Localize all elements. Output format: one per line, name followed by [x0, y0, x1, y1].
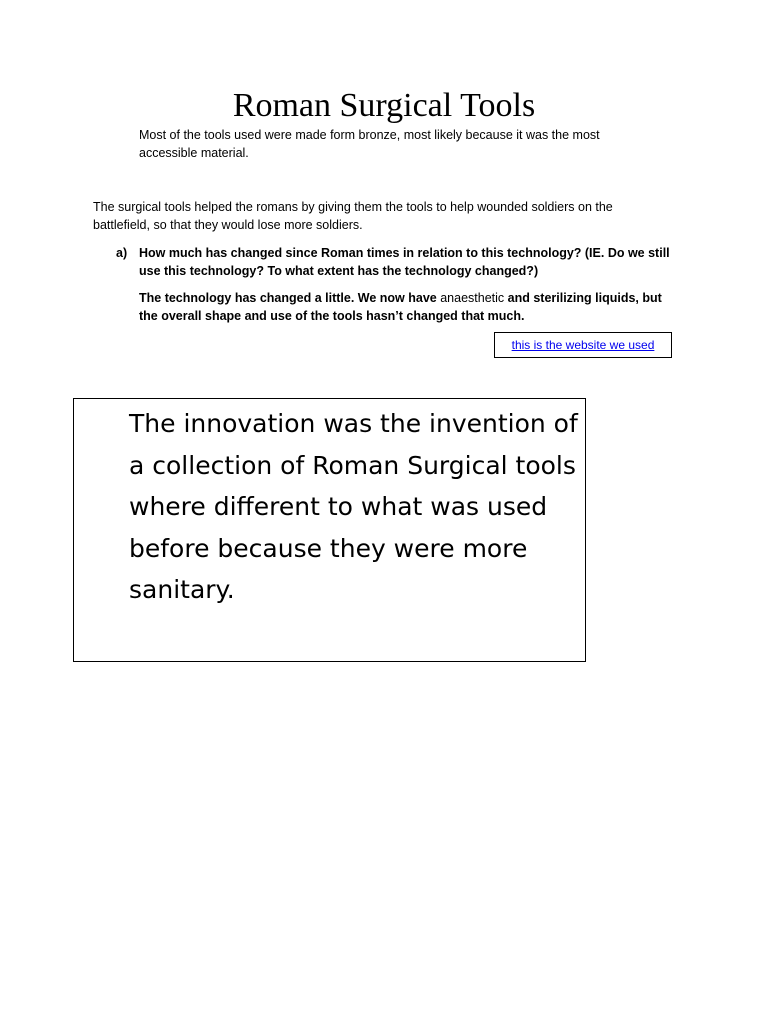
intro-paragraph: Most of the tools used were made form bronze, most likely because it was the most accessible material.	[139, 128, 600, 160]
innovation-text: The innovation was the invention of a collection of Roman Surgical tools where different to what was used before because they were more sanitary.	[129, 409, 578, 604]
answer-text-end: and sterilizing liquids, but the overall shape and use of the tools hasn’t changed that much.	[139, 291, 662, 323]
innovation-text-box	[73, 398, 586, 662]
website-link[interactable]: this is the website we used	[511, 338, 655, 352]
website-link-box	[494, 332, 672, 358]
answer-paragraph	[139, 289, 669, 325]
answer-text-anaesthetic: anaesthetic	[440, 291, 505, 305]
body-paragraph: The surgical tools helped the romans by giving them the tools to help wounded soldiers on the battlefield, so that they would lose more soldiers.	[93, 200, 613, 232]
question-marker: a)	[116, 246, 128, 260]
page-title: Roman Surgical Tools	[232, 87, 536, 124]
question-item	[116, 244, 676, 280]
question-text: How much has changed since Roman times in relation to this technology? (IE. Do we still use this technology? To what extent has the technology changed?)	[139, 246, 670, 278]
answer-text-start: The technology has changed a little. We now have	[139, 291, 441, 305]
